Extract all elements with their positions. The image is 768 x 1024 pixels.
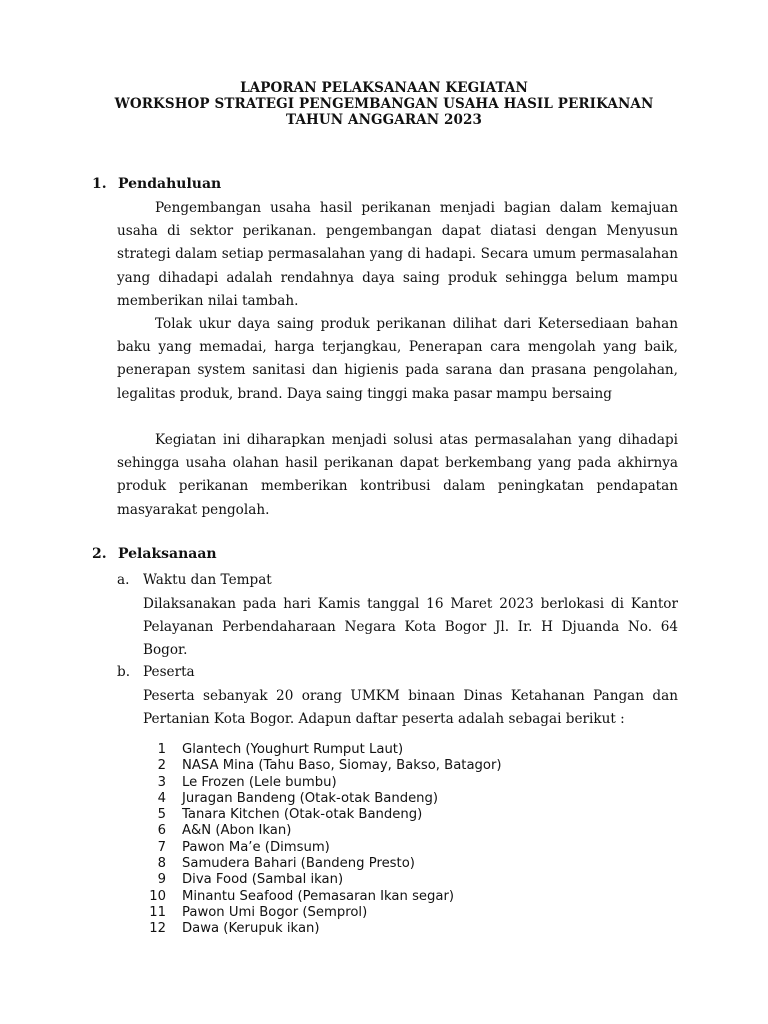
list-item-name: Pawon Umi Bogor (Semprol) — [182, 904, 368, 920]
subsection-a-heading — [117, 572, 272, 588]
subsection-b-title: Peserta — [143, 664, 195, 680]
section-1-number: 1. — [92, 176, 107, 192]
subsection-b-text: Peserta sebanyak 20 orang UMKM binaan Dinas Ketahanan Pangan dan Pertanian Kota Bogor. Adapun daftar peserta adalah sebagai berikut : — [143, 688, 678, 728]
subsection-b-heading — [117, 664, 195, 680]
list-item — [143, 840, 502, 856]
list-item — [143, 889, 502, 905]
report-title-line-1: LAPORAN PELAKSANAAN KEGIATAN — [240, 80, 528, 96]
list-item-number: 3 — [157, 774, 166, 790]
list-item-number: 1 — [157, 742, 166, 757]
subsection-a-title: Waktu dan Tempat — [143, 572, 272, 588]
report-title-line-2: WORKSHOP STRATEGI PENGEMBANGAN USAHA HASIL PERIKANAN — [114, 96, 654, 112]
section-2-heading — [92, 546, 217, 562]
report-title-line-3: TAHUN ANGGARAN 2023 — [286, 112, 482, 128]
list-item-number: 9 — [157, 872, 166, 888]
list-item-name: Le Frozen (Lele bumbu) — [182, 774, 337, 790]
section-1-heading — [92, 176, 221, 192]
section-2-number: 2. — [92, 546, 107, 562]
list-item — [143, 921, 502, 937]
subsection-a-letter: a. — [117, 572, 130, 588]
list-item-name: Tanara Kitchen (Otak-otak Bandeng) — [182, 807, 423, 823]
section-1-paragraph-1: Pengembangan usaha hasil perikanan menjadi bagian dalam kemajuan usaha di sektor perikanan. pengembangan dapat diatasi dengan Menyusun strategi dalam setiap permasalahan yang di hadapi. Secara umum permasalahan yang dihadapi adalah rendahnya daya saing produk sehingga belum mampu memberikan nilai tambah. — [117, 200, 678, 309]
subsection-a-text: Dilaksanakan pada hari Kamis tanggal 16 Maret 2023 berlokasi di Kantor Pelayanan Perbendaharaan Negara Kota Bogor Jl. Ir. H Djuanda No. 64 Bogor. — [143, 596, 678, 659]
list-item — [143, 823, 502, 839]
section-2-title: Pelaksanaan — [118, 546, 217, 562]
list-item-name: Glantech (Youghurt Rumput Laut) — [182, 742, 404, 757]
list-item-name: Pawon Ma’e (Dimsum) — [182, 839, 330, 855]
list-item-name: Dawa (Kerupuk ikan) — [182, 921, 320, 937]
list-item — [143, 742, 502, 758]
list-item — [143, 791, 502, 807]
list-item — [143, 872, 502, 888]
list-item-name: NASA Mina (Tahu Baso, Siomay, Bakso, Batagor) — [182, 758, 502, 774]
section-1-paragraph-2: Tolak ukur daya saing produk perikanan dilihat dari Ketersediaan bahan baku yang memadai, harga terjangkau, Penerapan cara mengolah yang baik, penerapan system sanitasi dan higienis pada sarana dan prasana pengolahan, legalitas produk, brand. Daya saing tinggi maka pasar mampu bersaing — [117, 316, 678, 402]
participant-list — [143, 742, 502, 938]
list-item-number: 6 — [157, 823, 166, 839]
list-item-number: 8 — [157, 856, 166, 872]
list-item-number: 7 — [157, 839, 166, 855]
list-item-number: 12 — [149, 921, 166, 937]
list-item — [143, 758, 502, 774]
list-item-number: 5 — [157, 807, 166, 823]
list-item — [143, 807, 502, 823]
list-item-name: Minantu Seafood (Pemasaran Ikan segar) — [182, 888, 455, 904]
list-item-number: 10 — [149, 888, 166, 904]
list-item-number: 2 — [157, 758, 166, 774]
list-item-name: Juragan Bandeng (Otak-otak Bandeng) — [182, 790, 439, 806]
list-item — [143, 856, 502, 872]
list-item-name: A&N (Abon Ikan) — [182, 823, 292, 839]
list-item — [143, 775, 502, 791]
section-1-paragraph-3: Kegiatan ini diharapkan menjadi solusi atas permasalahan yang dihadapi sehingga usaha olahan hasil perikanan dapat berkembang yang pada akhirnya produk perikanan memberikan kontribusi dalam peningkatan pendapatan masyarakat pengolah. — [117, 432, 678, 518]
section-1-title: Pendahuluan — [118, 176, 222, 192]
list-item-number: 4 — [157, 790, 166, 806]
list-item-name: Samudera Bahari (Bandeng Presto) — [182, 856, 415, 872]
list-item-name: Diva Food (Sambal ikan) — [182, 872, 344, 888]
subsection-b-letter: b. — [117, 664, 131, 680]
list-item — [143, 905, 502, 921]
list-item-number: 11 — [149, 904, 166, 920]
